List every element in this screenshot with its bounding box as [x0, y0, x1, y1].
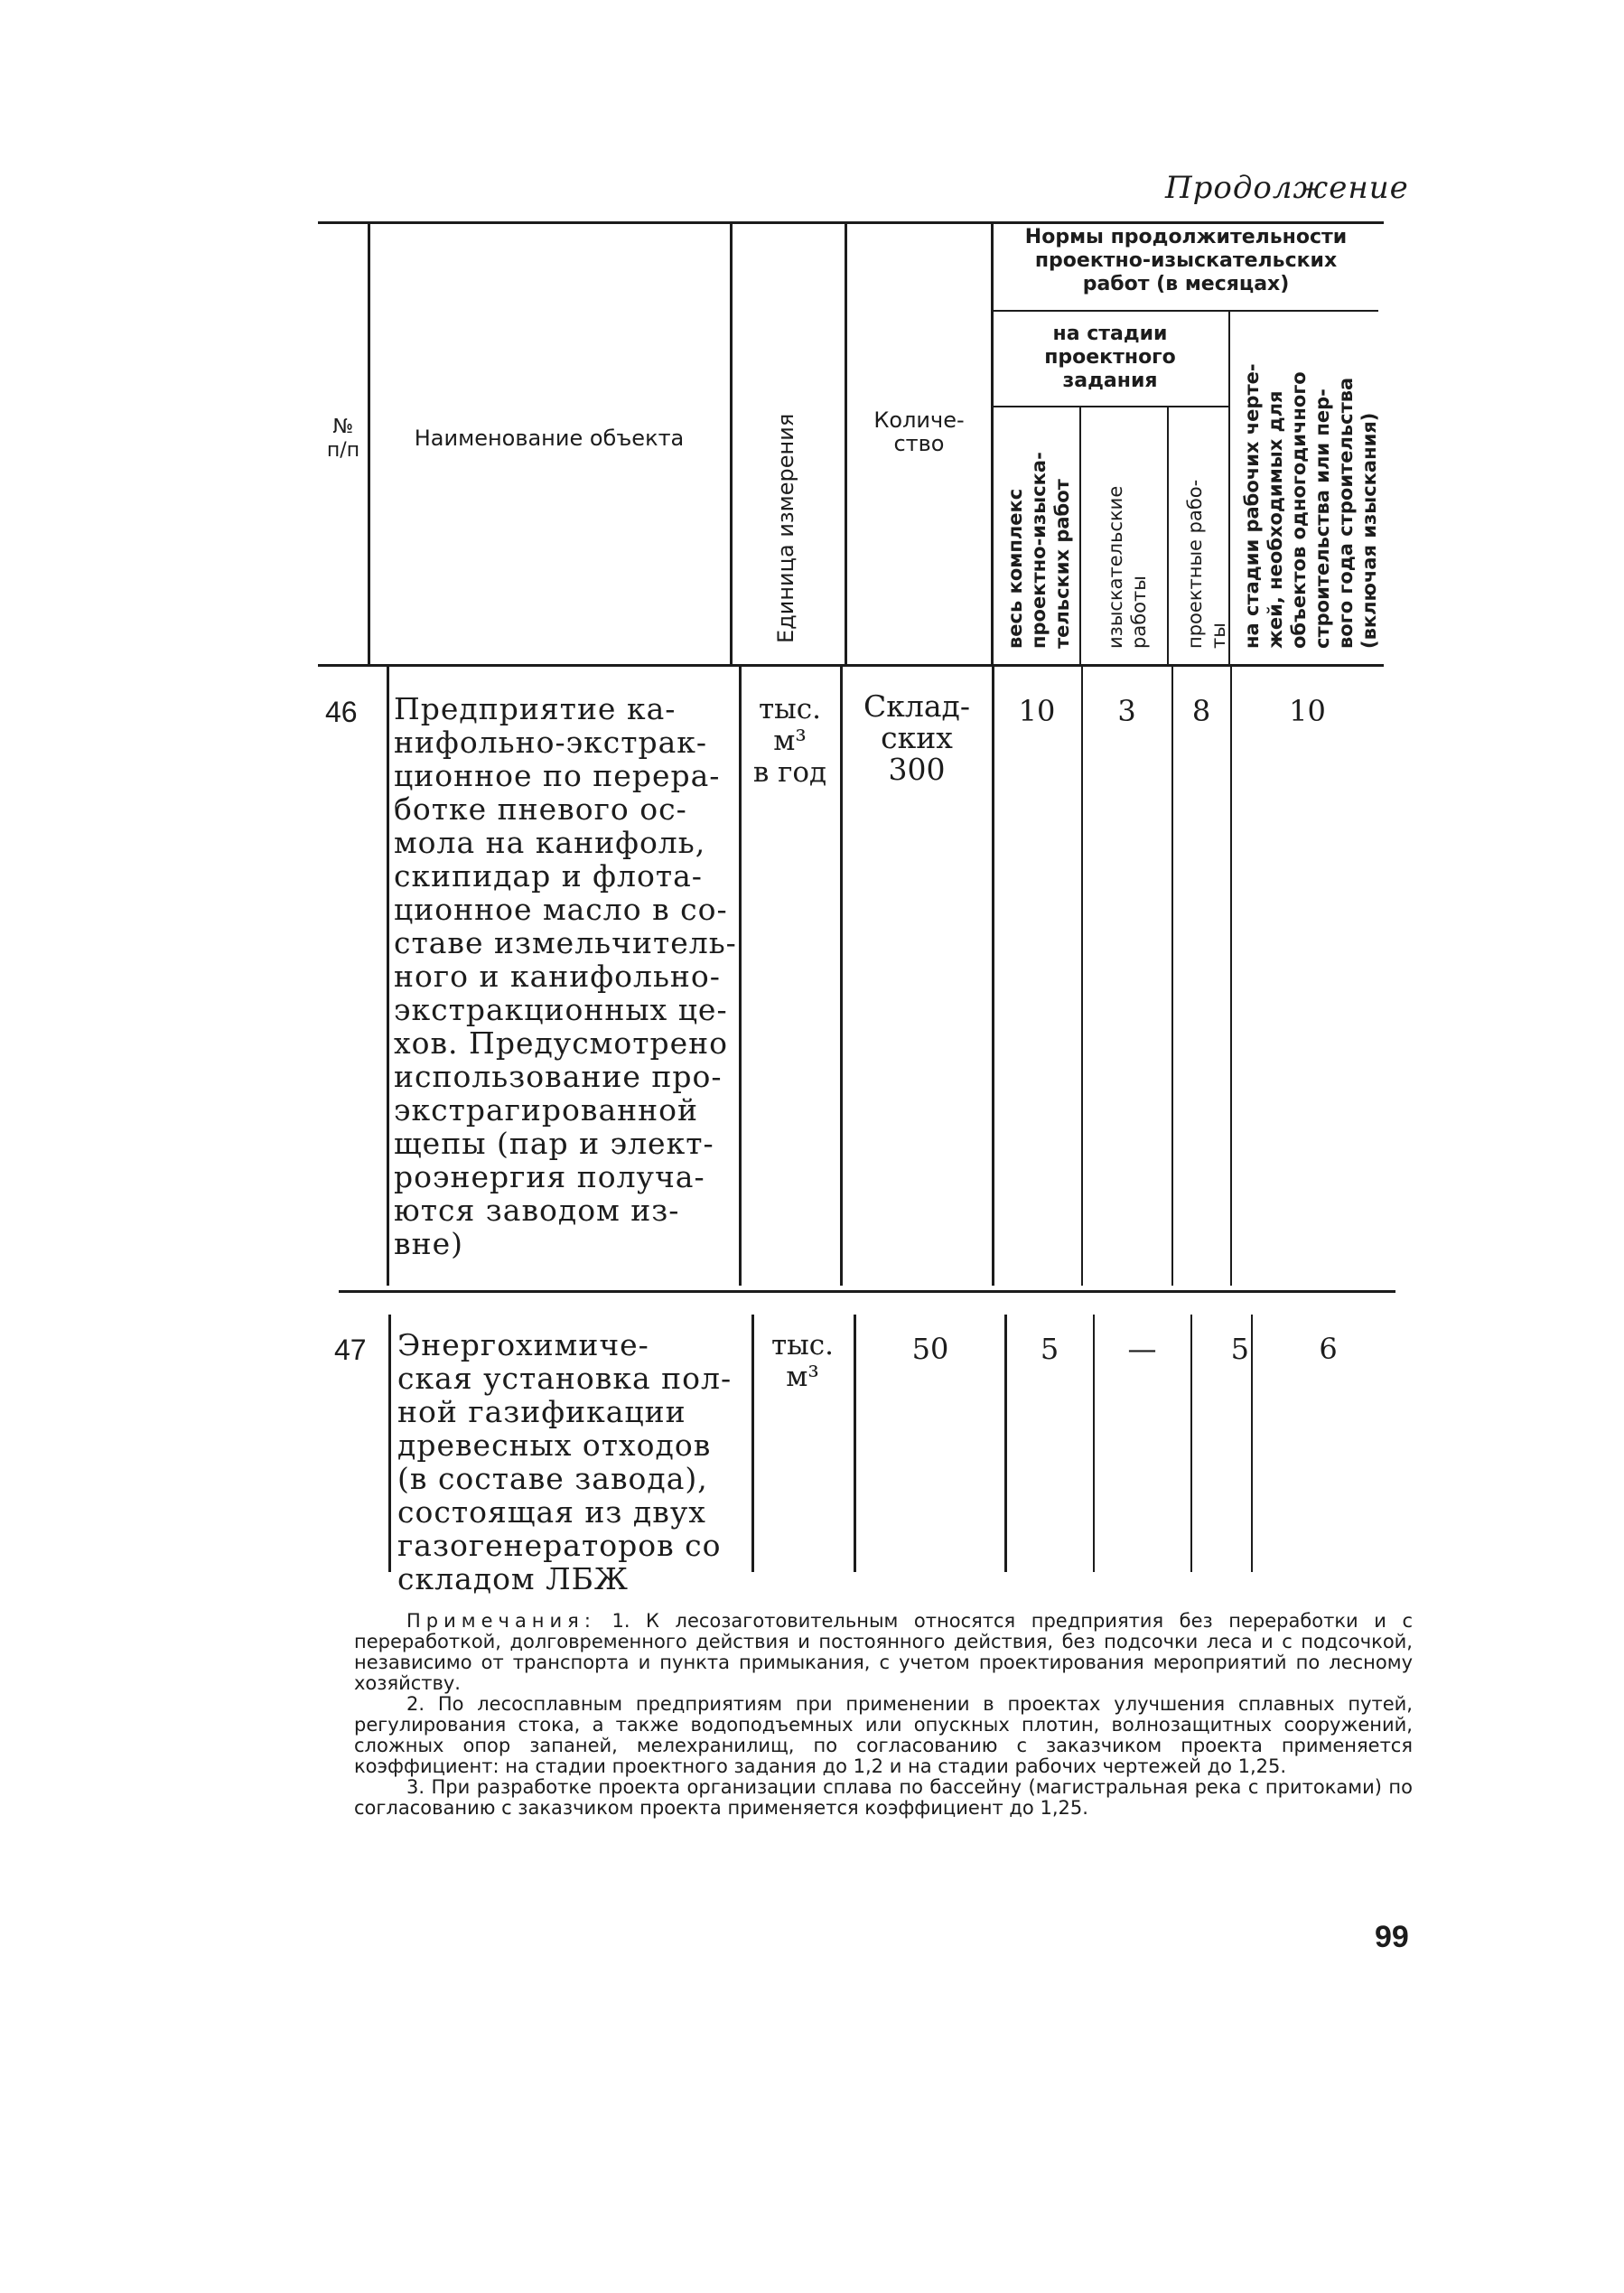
row-col-line [840, 667, 843, 1286]
header-unit: Единица измерения [773, 413, 798, 643]
row-col-line [992, 667, 994, 1286]
header-norms: Нормы продолжительности проектно-изыскательских работ (в месяцах) [1024, 226, 1348, 295]
row-46-num: 46 [325, 696, 358, 728]
row-46-unit: тыс. м³ в год [752, 693, 827, 789]
row-col-line [1093, 1315, 1095, 1572]
continuation-label: Продолжение [1165, 170, 1409, 206]
header-num: № п/п [326, 416, 360, 462]
row-46-design: 8 [1191, 694, 1211, 728]
note-2: 2. По лесосплавным предприятиям при применении в проектах улучшения сплавных путей, регулирования стока, а также водоподъемных или опускных плотин, волнозащитных сооружений, сложных опор запаней, мелехранилищ, по согласованию с заказчиком проекта применяется коэффициент: на стадии проектного задания до 1,2 и на стадии рабочих чертежей до 1,25. [354, 1693, 1413, 1777]
header-stage-project: на стадии проектного задания [1044, 323, 1176, 392]
row-col-line [387, 667, 389, 1286]
header-col-line [368, 221, 370, 664]
row-46-working: 10 [1289, 694, 1326, 728]
row-46-full-complex: 10 [1018, 694, 1056, 728]
header-quantity: Количе- ство [873, 407, 965, 456]
row-col-line [739, 667, 742, 1286]
row-47-num: 47 [334, 1334, 367, 1366]
page-number: 99 [1375, 1920, 1409, 1954]
row-47-working: 6 [1319, 1332, 1338, 1366]
row-47-full-complex: 5 [1040, 1332, 1059, 1366]
row-col-line [751, 1315, 754, 1572]
header-design: проектные рабо- ты [1184, 479, 1229, 649]
note-1-text: 1. К лесозаготовительным относятся предприятия без переработки и с переработкой, долговременного действия и постоянного действия, без подсочки леса и с подсочкой, независимо от транспорта и пункта примыкания, с учетом проектирования мероприятий по лесному хозяйству. [354, 1610, 1413, 1694]
row-46-name: Предприятие ка- нифольно-экстрак- ционное по перера- ботке пневого ос- мола на канифоль, скипидар и флота- ционное масло в со- ставе измельчитель- ного и канифольно- экстракционных це- хов. Предусмотрено использование про- экстрагированной щепы (пар и элект- роэнергия получа- ются заводом из- вне) [394, 691, 737, 1261]
row-47-unit: тыс. м³ [770, 1329, 835, 1393]
row-col-line [854, 1315, 856, 1572]
header-col-line [1079, 406, 1081, 664]
note-3: 3. При разработке проекта организации сплава по бассейну (магистральная река с притоками) по согласованию с заказчиком проекта применяется коэффициент до 1,25. [354, 1776, 1413, 1819]
header-survey: изыскательские работы [1105, 485, 1150, 649]
header-full-complex: весь комплекс проектно-изыска- тельских работ [1004, 452, 1073, 649]
note-1 [354, 1611, 1413, 1694]
row-col-line [1230, 667, 1232, 1286]
row-47-survey: — [1127, 1332, 1157, 1366]
header-name: Наименование объекта [414, 426, 685, 451]
row-46-quantity: Склад- ских 300 [863, 688, 970, 787]
row-47-quantity: 50 [911, 1332, 949, 1366]
row-col-line [1190, 1315, 1192, 1572]
header-col-line [1167, 406, 1169, 664]
header-col-line [730, 221, 733, 664]
row-col-line [1081, 667, 1083, 1286]
table-top-rule [318, 221, 1384, 224]
row-separator-rule [339, 1290, 1395, 1293]
row-col-line [1251, 1315, 1253, 1572]
header-col-line [845, 221, 847, 664]
stage-divider-rule [994, 406, 1228, 407]
row-47-name: Энергохимиче- ская установка пол- ной газификации древесных отходов (в составе завода), состоящая из двух газогенераторов со складом ЛБЖ [397, 1327, 733, 1596]
notes [354, 1611, 1413, 1819]
row-46-survey: 3 [1117, 694, 1136, 728]
row-47-design: 5 [1230, 1332, 1249, 1366]
notes-heading: Примечания: [406, 1610, 596, 1632]
row-col-line [388, 1315, 391, 1572]
row-col-line [1171, 667, 1173, 1286]
norms-divider-rule [994, 310, 1378, 312]
header-working-drawings: на стадии рабочих черте- жей, необходимых для объектов одногодичного строительства или пер- вого года строительства (включая изыскания) [1241, 363, 1380, 649]
header-bottom-rule [318, 664, 1384, 667]
